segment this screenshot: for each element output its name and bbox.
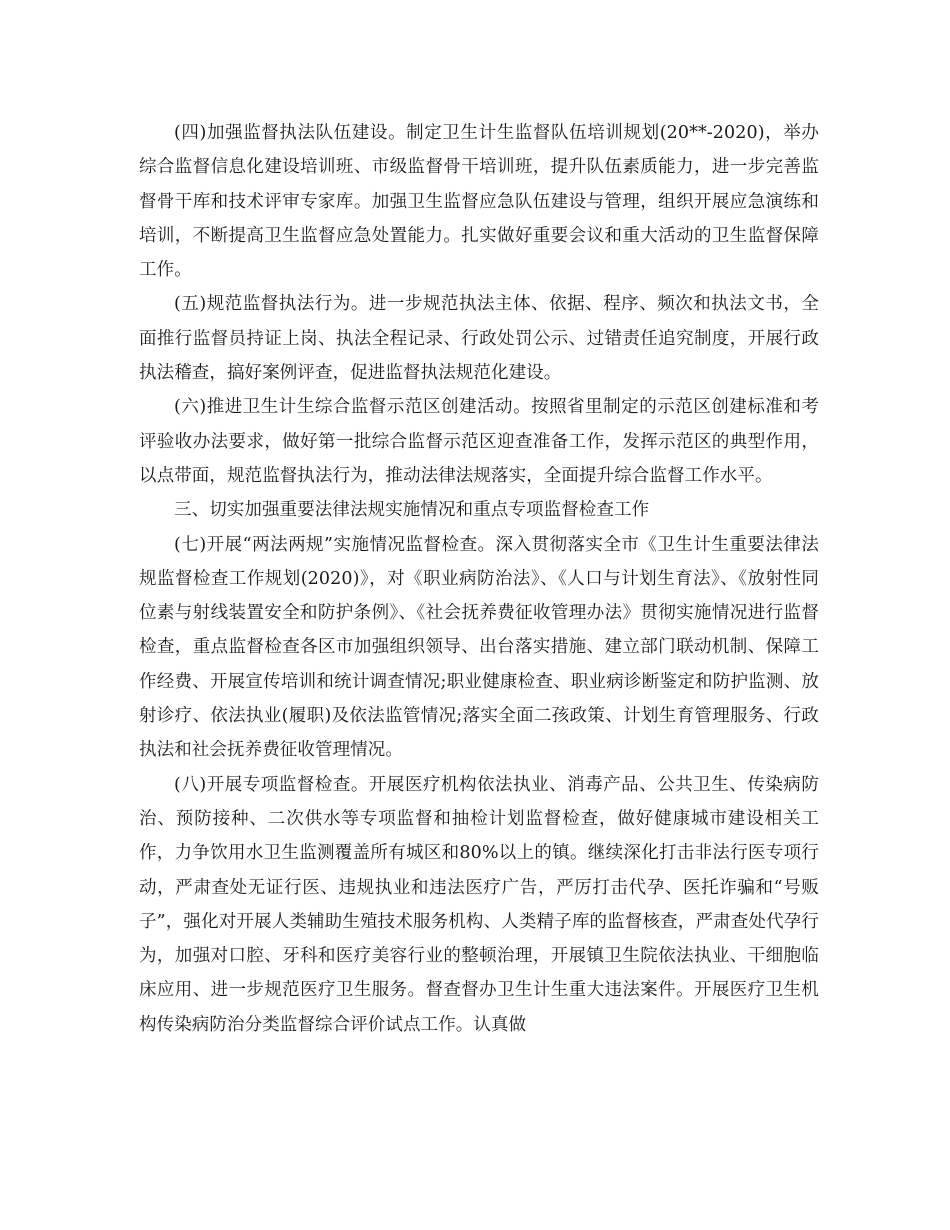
paragraph-supervision-team: (四)加强监督执法队伍建设。制定卫生计生监督队伍培训规划(20**-2020)，举办综合监督信息化建设培训班、市级监督骨干培训班，提升队伍素质能力，进一步完善监督骨干库和技术评审专家库。加强卫生监督应急队伍建设与管理，组织开展应急演练和培训，不断提高卫生监督应急处置能力。扎实做好重要会议和重大活动的卫生监督保障工作。 [139, 123, 819, 281]
document-body [139, 116, 819, 1042]
paragraph-two-laws-inspection: (七)开展“两法两规”实施情况监督检查。深入贯彻落实全市《卫生计生重要法律法规监督检查工作规划(2020)》，对《职业病防治法》、《人口与计划生育法》、《放射性同位素与射线装置安全和防护条例》、《社会抚养费征收管理办法》贯彻实施情况进行监督检查，重点监督检查各区市加强组织领导、出台落实措施、建立部门联动机制、保障工作经费、开展宣传培训和统计调查情况;职业健康检查、职业病诊断鉴定和防护监测、放射诊疗、依法执业(履职)及依法监管情况;落实全面二孩政策、计划生育管理服务、行政执法和社会抚养费征收管理情况。 [139, 534, 819, 761]
section-heading-laws-inspection: 三、切实加强重要法律法规实施情况和重点专项监督检查工作 [174, 500, 650, 521]
paragraph-special-inspection: (八)开展专项监督检查。开展医疗机构依法执业、消毒产品、公共卫生、传染病防治、预防接种、二次供水等专项监督和抽检计划监督检查，做好健康城市建设相关工作，力争饮用水卫生监测覆盖所有城区和80%以上的镇。继续深化打击非法行医专项行动，严肃查处无证行医、违规执业和违法医疗广告，严厉打击代孕、医托诈骗和“号贩子”，强化对开展人类辅助生殖技术服务机构、人类精子库的监督核查，严肃查处代孕行为，加强对口腔、牙科和医疗美容行业的整顿治理，开展镇卫生院依法执业、干细胞临床应用、进一步规范医疗卫生服务。督查督办卫生计生重大违法案件。开展医疗卫生机构传染病防治分类监督综合评价试点工作。认真做 [139, 774, 819, 1035]
paragraph-demonstration-zone: (六)推进卫生计生综合监督示范区创建活动。按照省里制定的示范区创建标准和考评验收办法要求，做好第一批综合监督示范区迎查准备工作，发挥示范区的典型作用，以点带面，规范监督执法行为，推动法律法规落实，全面提升综合监督工作水平。 [139, 397, 819, 486]
paragraph-enforcement-conduct: (五)规范监督执法行为。进一步规范执法主体、依据、程序、频次和执法文书，全面推行监督员持证上岗、执法全程记录、行政处罚公示、过错责任追究制度，开展行政执法稽查，搞好案例评查，促进监督执法规范化建设。 [139, 294, 819, 384]
